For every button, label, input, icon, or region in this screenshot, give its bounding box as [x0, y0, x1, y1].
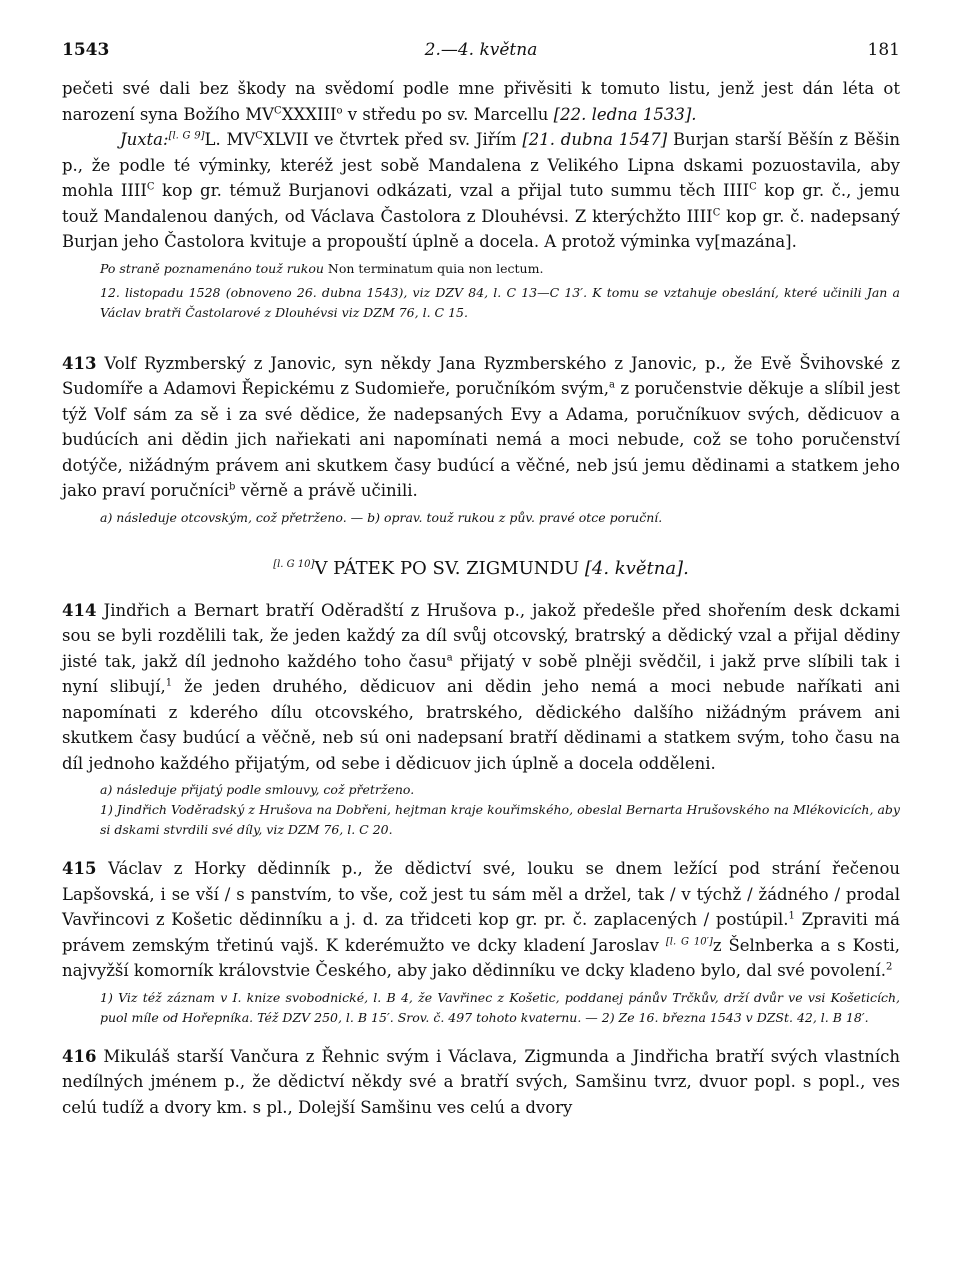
running-header — [62, 40, 900, 76]
footnote-1: 12. listopadu 1528 (obnoveno 26. dubna 1543), viz DZV 84, l. C 13—C 13′. K tomu se vztahuje obeslání, které učinili Jan a Václav bratři Častolarové z Dlouhévsi viz DZM 76, l. C 15. — [100, 284, 900, 320]
section-heading: [l. G 10]V PÁTEK PO SV. ZIGMUNDU [4. května]. — [273, 557, 689, 579]
header-dates: 2.—4. května — [424, 40, 538, 60]
juxta-paragraph: Juxta:[l. G 9]L. $MV^CXLVII$ ve čtvrtek před sv. Jiřím [21. dubna 1547] Burjan starší Běšín z Běšin p., že podle té výminky, kteréž jest sobě Mandalena z Velikého Lipna dskami pozuostavila, aby mohla $IIII^C$ kop gr. témuž Burjanovi odkázati, vzal a přijal tuto summu těch $IIII^C$ kop gr. č., jemu touž Mandalenou daných, od Václava Častolora z Dlouhévsi. Z kterýchžto $IIII^C$ kop gr. č. nadepsaný Burjan jeho Častolora kvituje a propouští úplně a docela. A protož výminka vy[mazána]. — [62, 130, 900, 251]
entry-414: 414 Jindřich a Bernart bratří Oděradští z Hrušova p., jakož předešle před shořením desk dckami sou se byli rozdělili tak, že jeden každý za díl svůj otcovský, bratrský a dědický vzal a přijal dědiny jisté tak, jakž díl jednoho každého toho času$^a$ přijatý v sobě plněji svědčil, i jakž prve slíbili tak i nyní slibují,$^1$ že jeden druhého, dědicuov ani dědin jeho nemá a moci nebude naříkati ani napomínati z kderého dílu otcovského, bratrského, dědického dalšího nižádným právem ani skutkem časy budúcí a věčně, neb sú oni nadepsaní bratří dědinami a statkem svým, toho času na díl jednoho každého přijatým, od sebe i dědicuov jich úplně a docela odděleni. — [62, 600, 901, 773]
notes-413: a) následuje otcovským, což přetrženo. — b) oprav. touž rukou z pův. pravé otce poruční. — [100, 509, 663, 525]
header-year: 1543 — [62, 40, 110, 60]
entry-413: 413 Volf Ryzmberský z Janovic, syn někdy Jana Ryzmberského z Janovic, p., že Evě Švihovské z Sudomíře a Adamovi Řepickému z Sudomieře, poručníkóm svým,$^a$ z poručenstvie děkuje a slíbil jest týž Volf sám za sě i za své dědice, že nadepsaných Evy a Adama, poručníkuov svých, dědicuov a budúcích ani dědin jich nařiekati ani napomínati nemá a moci nebude, což se toho poručenství dotýče, nižádným právem ani skutkem časy budúcí a věčné, neb jsú jemu dědinami a statkem jeho jako praví poručníci$^b$ věrně a právě učinili. — [62, 353, 900, 500]
document-page — [62, 40, 900, 1120]
margin-note: Po straně poznamenáno touž rukou Non terminatum quia non lectum. — [100, 260, 544, 276]
entry-continuation: pečeti své dali bez škody na svědomí podle mne přivěsiti k tomuto listu, jenž jest dán léta ot narození syna Božího $MV^CXXXIII^o$ v středu po sv. Marcellu [22. ledna 1533]. — [62, 79, 900, 124]
entry-416: 416 Mikuláš starší Vančura z Řehnic svým i Václava, Zigmunda a Jindřicha bratří svých vlastních nedílných jménem p., že dědictví někdy své a bratří svých, Samšinu tvrz, dvuor popl. s popl., ves celú tudíž a dvory km. s pl., Dolejší Samšinu ves celú a dvory — [62, 1046, 900, 1117]
notes-414a: a) následuje přijatý podle smlouvy, což přetrženo. — [100, 782, 415, 797]
entry-415: 415 Václav z Horky dědinník p., že dědictví své, louku se dnem ležící pod strání řečenou Lapšovská, i se vší / s panstvím, to vše, což jest tu sám měl a držel, tak / v týchž / žádného / prodal Vavřincovi z Košetic dědinníku a j. d. za třidceti kop gr. pr. č. zaplacených / postúpil.$^1$ Zpraviti má právem zemským třetinú vajš. K kderémužto ve dcky kladení Jaroslav [l. G 10′]z Šelnberka a s Kosti, najvyžší komorník královstvie Českého, aby jako dědinníku ve dcky kladeno bylo, dal své povolení.$^2$ — [62, 859, 901, 980]
footnote-414-1: 1) Jindřich Voděradský z Hrušova na Dobřeni, hejtman kraje kouřimského, obeslal Bernarta Hrušovského na Mlékovicích, aby si dskami stvrdili své díly, viz DZM 76, l. C 20. — [100, 802, 900, 837]
notes-415: 1) Viz též záznam v I. knize svobodnické, l. B 4, že Vavřinec z Košetic, poddanej pánův Trčkův, drží dvůr ve vsi Košeticích, puol míle od Hořepníka. Též DZV 250, l. B 15′. Srov. č. 497 tohoto kvaternu. — 2) Ze 16. března 1543 v DZSt. 42, l. B 18′. — [100, 989, 900, 1025]
page-number: 181 — [867, 40, 900, 60]
